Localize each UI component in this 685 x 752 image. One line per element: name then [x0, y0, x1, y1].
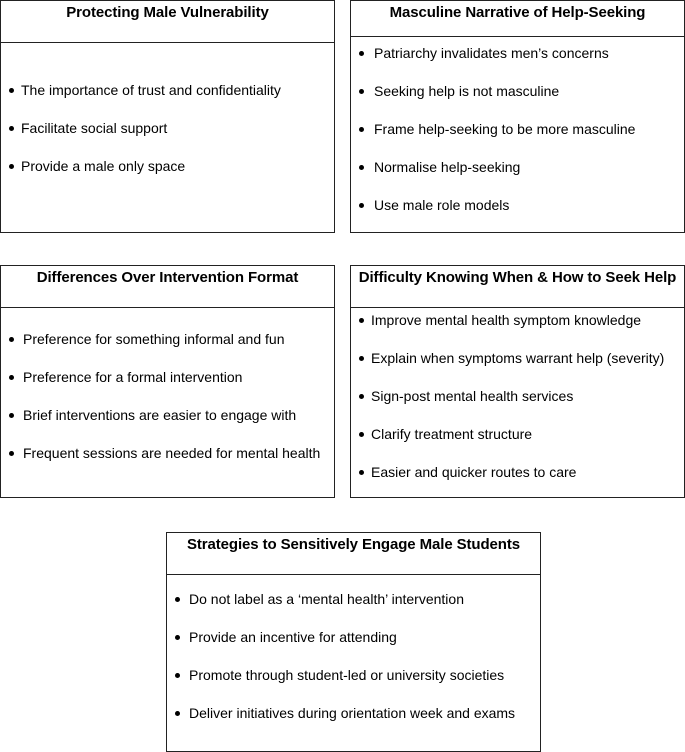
list-item	[9, 367, 242, 387]
panel-body	[351, 308, 684, 497]
list-item-text: Explain when symptoms warrant help (severity)	[371, 350, 665, 366]
bullet-icon	[359, 89, 364, 94]
bullet-icon	[359, 127, 364, 132]
bullet-icon	[9, 451, 14, 456]
panel-strategies-engage-male-students	[166, 532, 541, 752]
list-item	[9, 80, 281, 100]
list-item-text: Seeking help is not masculine	[374, 83, 560, 99]
list-item	[359, 348, 664, 368]
bullet-icon	[175, 673, 180, 678]
list-item	[359, 386, 573, 406]
bullet-icon	[359, 203, 364, 208]
list-item-text: Do not label as a ‘mental health’ intervention	[189, 591, 464, 607]
panel-title: Protecting Male Vulnerability	[1, 1, 334, 43]
list-item-text: Promote through student-led or university societies	[189, 667, 505, 683]
list-item	[359, 195, 509, 215]
list-item	[359, 157, 520, 177]
bullet-icon	[359, 394, 364, 399]
bullet-icon	[359, 51, 364, 56]
panel-title: Masculine Narrative of Help-Seeking	[351, 1, 684, 37]
panel-title: Differences Over Intervention Format	[1, 266, 334, 308]
list-item	[9, 329, 284, 349]
bullet-icon	[359, 318, 364, 323]
bullet-icon	[9, 375, 14, 380]
list-item	[9, 443, 320, 463]
list-item	[359, 310, 641, 330]
panel-difficulty-knowing-help	[350, 265, 685, 498]
list-item-text: Provide a male only space	[21, 158, 186, 174]
list-item-text: Patriarchy invalidates men’s concerns	[374, 45, 609, 61]
list-item	[175, 665, 504, 685]
bullet-icon	[175, 635, 180, 640]
list-item-text: Use male role models	[374, 197, 510, 213]
list-item	[359, 462, 576, 482]
bullet-icon	[9, 164, 14, 169]
list-item-text: Preference for something informal and fun	[23, 331, 285, 347]
list-item-text: Sign-post mental health services	[371, 388, 574, 404]
list-item-text: Frame help-seeking to be more masculine	[374, 121, 636, 137]
list-item	[359, 119, 635, 139]
list-item-text: Easier and quicker routes to care	[371, 464, 577, 480]
list-item	[175, 589, 464, 609]
panel-body	[1, 308, 334, 497]
bullet-icon	[359, 356, 364, 361]
panel-protecting-male-vulnerability	[0, 0, 335, 233]
bullet-icon	[175, 597, 180, 602]
bullet-icon	[9, 337, 14, 342]
panel-title: Strategies to Sensitively Engage Male Students	[167, 533, 540, 575]
bullet-icon	[359, 432, 364, 437]
bullet-icon	[359, 470, 364, 475]
panel-differences-intervention-format	[0, 265, 335, 498]
list-item-text: Deliver initiatives during orientation week and exams	[189, 705, 516, 721]
list-item	[359, 43, 609, 63]
list-item	[175, 627, 397, 647]
panel-body	[1, 43, 334, 232]
panel-body	[351, 37, 684, 232]
panel-title: Difficulty Knowing When & How to Seek Help	[351, 266, 684, 308]
list-item-text: Normalise help-seeking	[374, 159, 521, 175]
list-item-text: The importance of trust and confidentiality	[21, 82, 281, 98]
list-item-text: Improve mental health symptom knowledge	[371, 312, 642, 328]
list-item-text: Facilitate social support	[21, 120, 168, 136]
list-item	[9, 405, 296, 425]
list-item-text: Frequent sessions are needed for mental health	[23, 445, 321, 461]
list-item-text: Brief interventions are easier to engage with	[23, 407, 297, 423]
list-item	[359, 81, 559, 101]
list-item	[9, 118, 167, 138]
bullet-icon	[9, 88, 14, 93]
panel-body	[167, 575, 540, 751]
panel-masculine-narrative	[350, 0, 685, 233]
list-item	[175, 703, 515, 723]
list-item-text: Preference for a formal intervention	[23, 369, 243, 385]
list-item	[9, 156, 185, 176]
bullet-icon	[175, 711, 180, 716]
list-item	[359, 424, 532, 444]
bullet-icon	[9, 126, 14, 131]
list-item-text: Provide an incentive for attending	[189, 629, 397, 645]
bullet-icon	[9, 413, 14, 418]
list-item-text: Clarify treatment structure	[371, 426, 533, 442]
bullet-icon	[359, 165, 364, 170]
